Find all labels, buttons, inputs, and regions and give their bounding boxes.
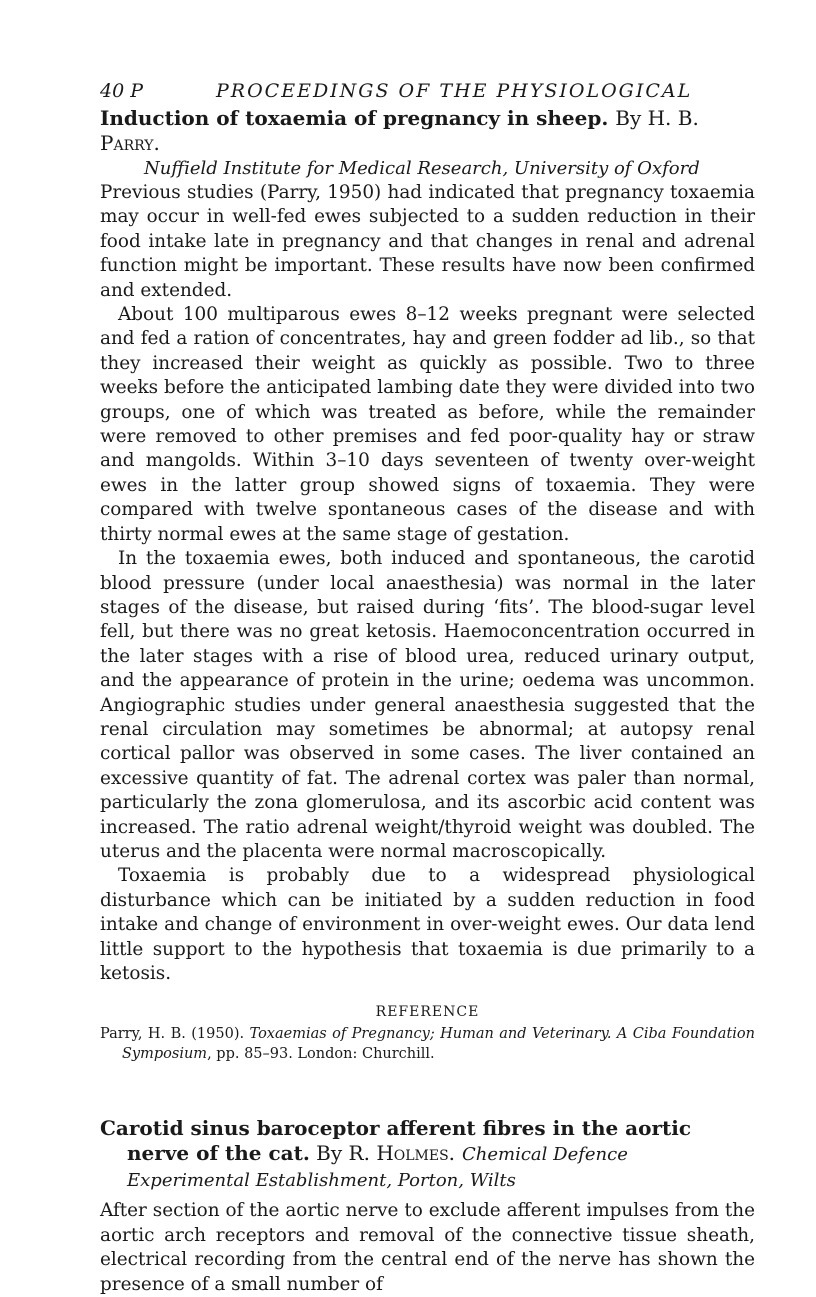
running-head: [100, 72, 755, 106]
paragraph: After section of the aortic nerve to exclude afferent impulses from the aortic arch receptors and removal of the connective tissue sheath, electrical recording from the central end of the nerve has shown the presence of a small number of: [100, 1200, 755, 1295]
article-2-title: Carotid sinus baroceptor afferent fibres in the aortic nerve of the cat.: [100, 1116, 692, 1166]
reference-authors: Parry, H. B. (1950).: [100, 1026, 250, 1043]
page-number: 40 P: [100, 80, 144, 102]
article-2: [100, 1116, 755, 1297]
journal-title: PROCEEDINGS OF THE PHYSIOLOGICAL: [216, 80, 693, 102]
reference-entry: [100, 1024, 755, 1064]
reference-heading: REFERENCE: [375, 1004, 480, 1021]
article-1: [100, 106, 755, 1064]
paragraph: Toxaemia is probably due to a widespread physiological disturbance which can be initiated by a sudden reduction in food intake and change of environment in over-weight ewes. Our data lend little support to the hypothesis that toxaemia is due primarily to a ketosis.: [100, 865, 755, 984]
article-1-body: [100, 181, 755, 986]
article-1-author: Parry.: [100, 131, 160, 155]
article-1-title: Induction of toxaemia of pregnancy in sheep.: [100, 106, 609, 130]
reference-title: Toxaemias of Pregnancy; Human and Veterinary. A Ciba Foundation Symposium: [122, 1026, 755, 1063]
paragraph: In the toxaemia ewes, both induced and spontaneous, the carotid blood pressure (under local anaesthesia) was normal in the later stages of the disease, but raised during ‘fits’. The blood-sugar level fell, but there was no great ketosis. Haemoconcentration occurred in the later stages with a rise of blood urea, reduced urinary output, and the appearance of protein in the urine; oedema was uncommon. Angiographic studies under general anaesthesia suggested that the renal circulation may sometimes be abnormal; at autopsy renal cortical pallor was observed in some cases. The liver contained an excessive quantity of fat. The adrenal cortex was paler than normal, particularly the zona glomerulosa, and its ascorbic acid content was increased. The ratio adrenal weight/thyroid weight was doubled. The uterus and the placenta were normal macroscopically.: [100, 548, 755, 862]
paragraph: Previous studies (Parry, 1950) had indicated that pregnancy toxaemia may occur in well-fed ewes subjected to a sudden reduction in their food intake late in pregnancy and that changes in renal and adrenal function might be important. These results have now been confirmed and extended.: [100, 182, 755, 301]
article-2-affiliation: Chemical Defence Experimental Establishment, Porton, Wilts: [127, 1144, 628, 1192]
reference-details: , pp. 85–93. London: Churchill.: [207, 1046, 435, 1063]
article-2-byline: By R. Holmes.: [309, 1141, 456, 1166]
article-1-affiliation: Nuffield Institute for Medical Research, University of Oxford: [144, 158, 700, 179]
article-2-heading: [100, 1116, 755, 1193]
page: [100, 72, 755, 1297]
article-1-heading: [100, 106, 755, 156]
article-2-body: [100, 1199, 755, 1297]
paragraph: About 100 multiparous ewes 8–12 weeks pregnant were selected and fed a ration of concentrates, hay and green fodder ad lib., so that they increased their weight as quickly as possible. Two to three weeks before the anticipated lambing date they were divided into two groups, one of which was treated as before, while the remainder were removed to other premises and fed poor-quality hay or straw and mangolds. Within 3–10 days seventeen of twenty over-weight ewes in the latter group showed signs of toxaemia. They were compared with twelve spontaneous cases of the disease and with thirty normal ewes at the same stage of gestation.: [100, 304, 755, 545]
article-2-author: Holmes.: [376, 1141, 456, 1166]
article-1-byline: By H. B. Parry.: [100, 106, 699, 155]
